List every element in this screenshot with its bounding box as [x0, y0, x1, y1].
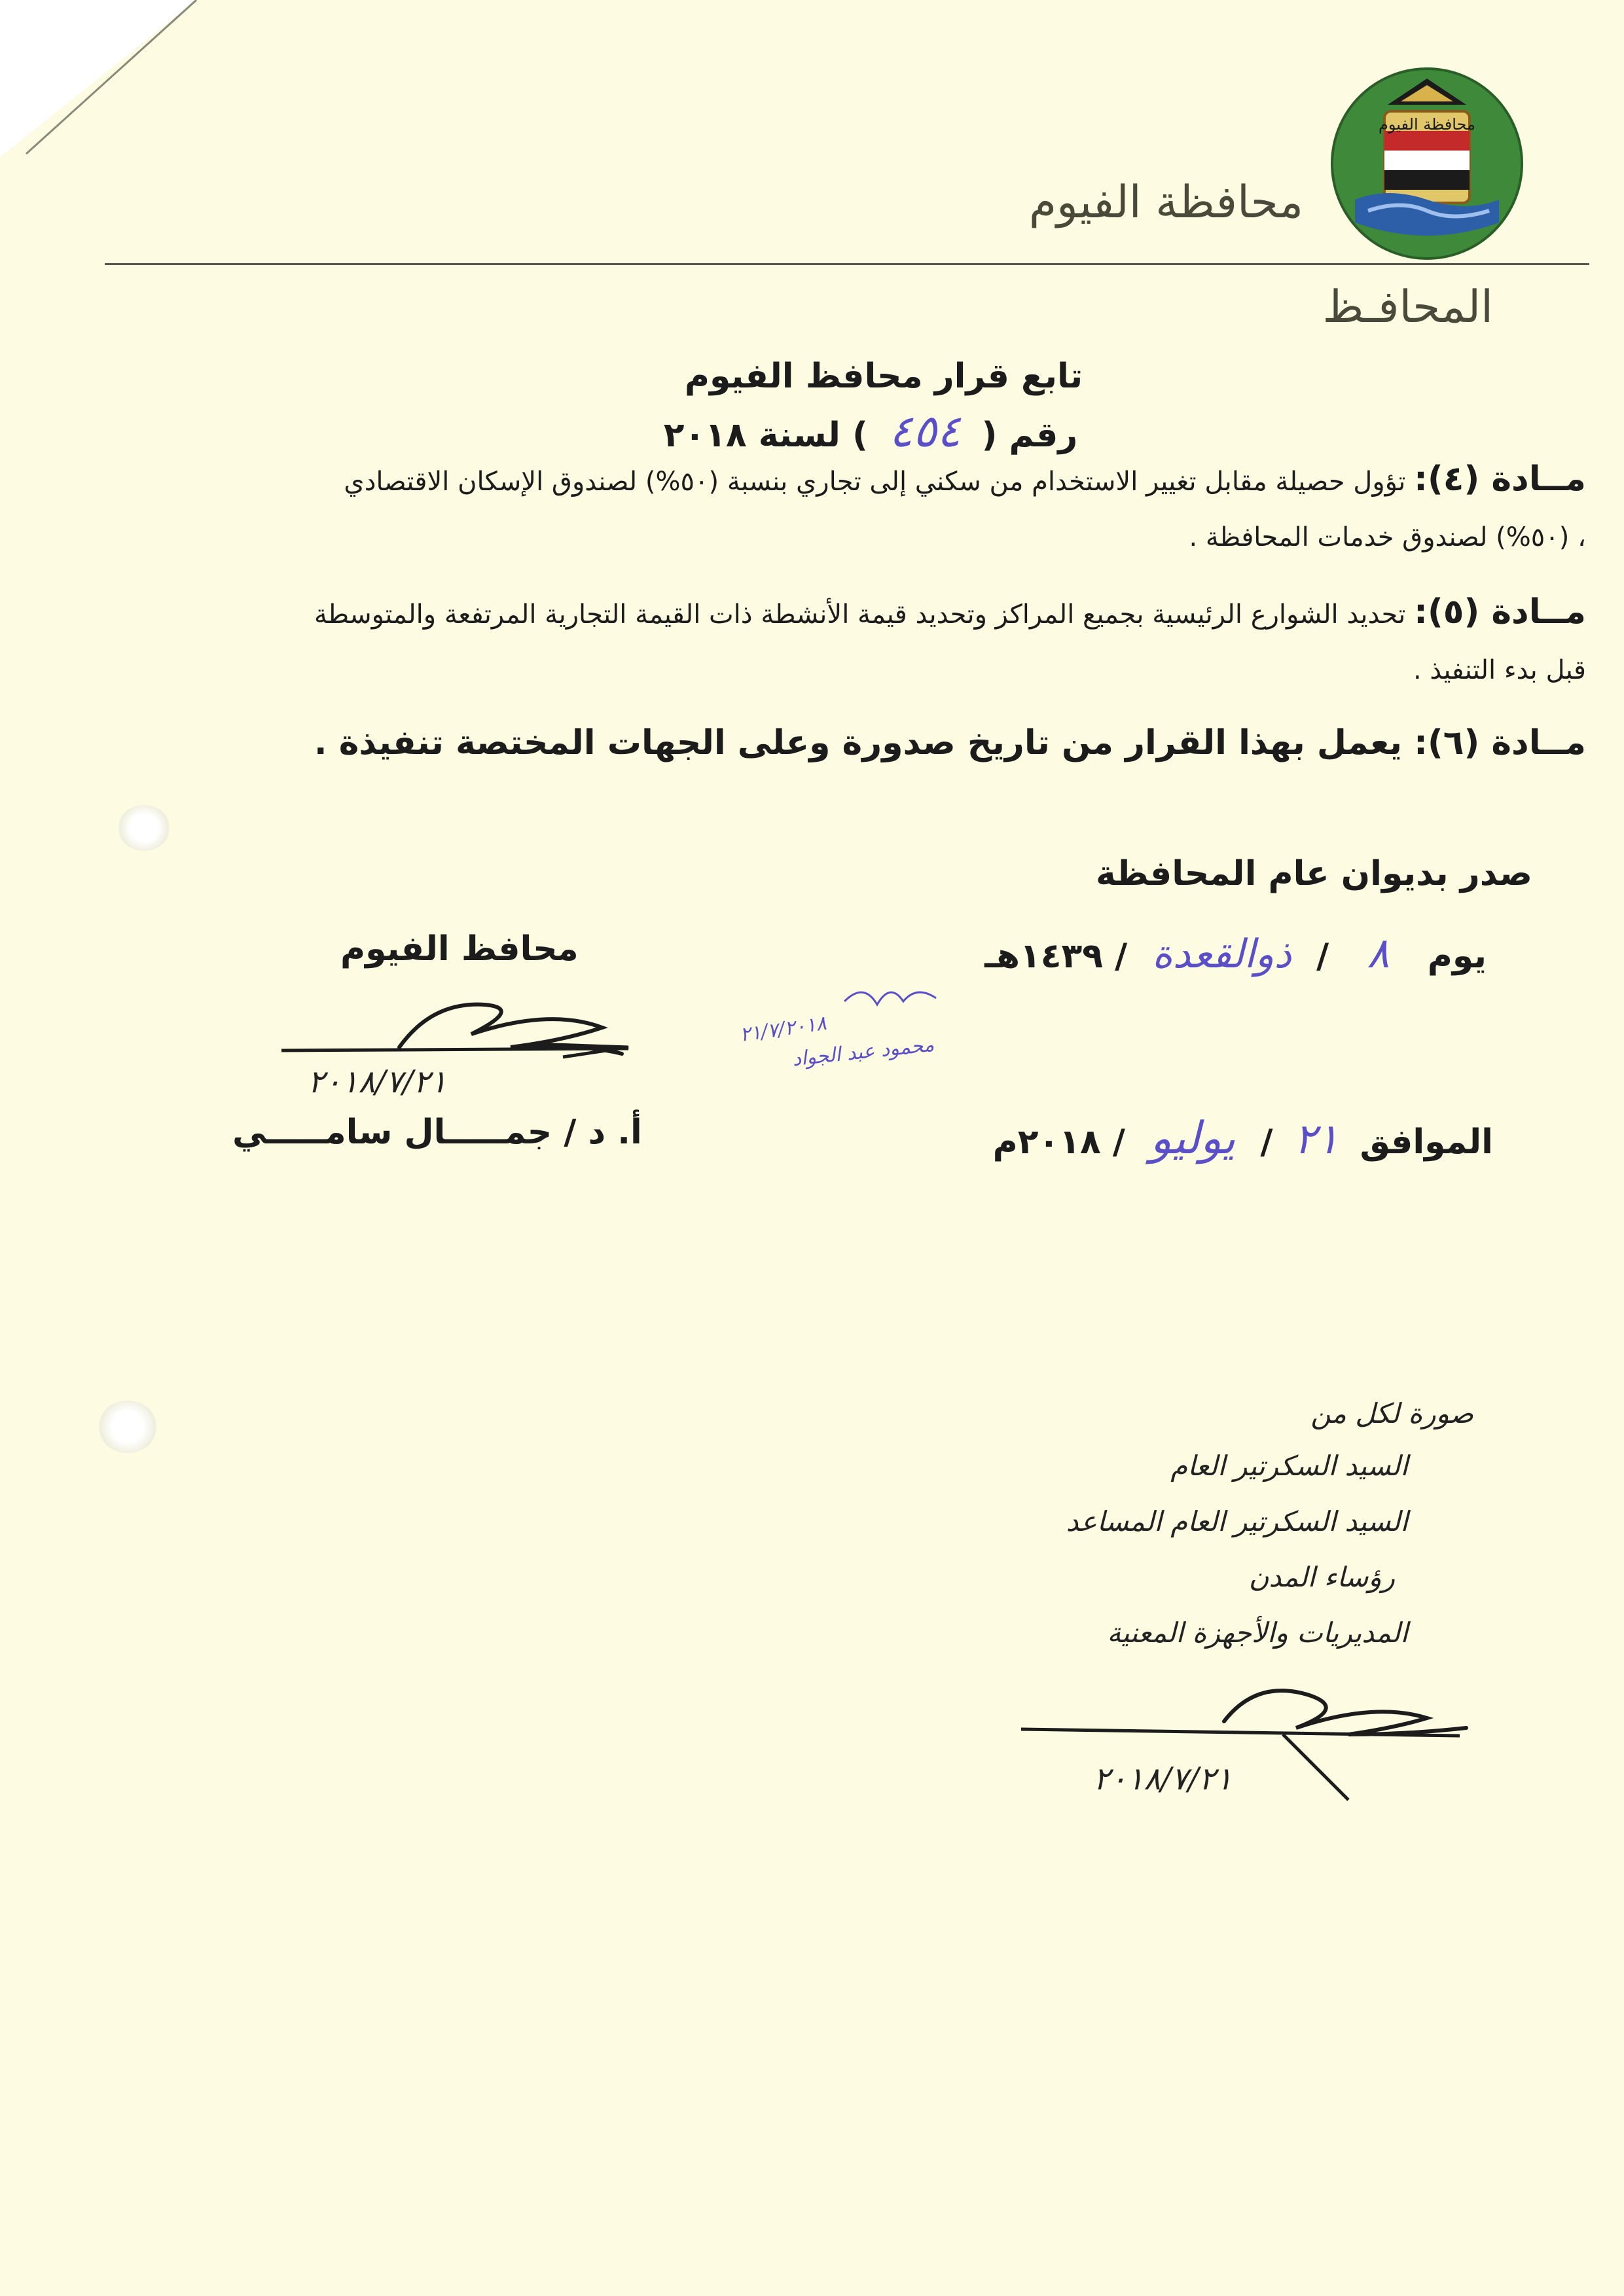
routing-title: صورة لكل من	[1310, 1397, 1473, 1429]
article-6-label: مــادة (٦):	[1414, 723, 1586, 762]
middle-note-squiggle	[838, 975, 943, 1021]
signatory-name: أ. د / جمـــــال سامـــــي	[232, 1113, 642, 1152]
article-5-line1	[146, 592, 1586, 632]
signatory-title: محافظ الفيوم	[340, 929, 579, 969]
routing-signature	[1008, 1682, 1479, 1813]
issued-at: صدر بديوان عام المحافظة	[1095, 854, 1532, 893]
fayoum-governorate-logo	[1329, 65, 1525, 262]
hijri-date-prefix: يوم	[1427, 937, 1487, 976]
hijri-day: ٨	[1367, 929, 1390, 978]
decree-number-handwritten: ٤٥٤	[888, 406, 961, 457]
article-4	[146, 459, 1586, 552]
header-divider	[105, 263, 1589, 265]
article-4-line1	[146, 459, 1586, 499]
decree-number-prefix: رقم (	[981, 416, 1078, 455]
article-5-label: مــادة (٥):	[1414, 592, 1586, 632]
governor-signature	[275, 982, 641, 1073]
gregorian-year: ٢٠١٨م	[992, 1122, 1101, 1162]
folded-corner	[0, 0, 209, 170]
punch-hole-top	[118, 805, 170, 851]
hijri-year: ١٤٣٩هـ	[984, 937, 1103, 976]
routing-date: ٢٠١٨/٧/٢١	[1093, 1761, 1233, 1797]
article-6-text: يعمل بهذا القرار من تاريخ صدورة وعلى الجهات المختصة تنفيذة .	[314, 723, 1403, 762]
punch-hole-bottom	[98, 1401, 157, 1453]
hijri-month: ذوالقعدة	[1152, 931, 1292, 977]
routing-line-4: المديريات والأجهزة المعنية	[1107, 1617, 1408, 1649]
article-5-line2: قبل بدء التنفيذ .	[1413, 655, 1586, 685]
article-6-line1	[146, 723, 1586, 762]
decree-title: تابع قرار محافظ الفيوم	[684, 357, 1083, 396]
gregorian-date-line: الموافق ٢١ / يوليو / ٢٠١٨م	[992, 1113, 1493, 1164]
gregorian-month: يوليو	[1149, 1113, 1236, 1164]
decree-number-suffix: ) لسنة ٢٠١٨	[663, 416, 868, 455]
decree-number-line	[576, 406, 1165, 457]
article-4-label: مــادة (٤):	[1414, 459, 1586, 499]
routing-line-2: السيد السكرتير العام المساعد	[1066, 1505, 1408, 1537]
gregorian-date-prefix: الموافق	[1360, 1122, 1493, 1162]
gregorian-day: ٢١	[1293, 1115, 1339, 1164]
middle-note-name: محمود عبد الجواد	[791, 1033, 935, 1071]
routing-line-3: رؤساء المدن	[1248, 1561, 1395, 1593]
article-5-text: تحديد الشوارع الرئيسية بجميع المراكز وتحديد قيمة الأنشطة ذات القيمة التجارية المرتفعة والمتوسطة	[314, 600, 1406, 630]
middle-note-date: ٢١/٧/٢٠١٨	[738, 1011, 828, 1047]
article-4-text: تؤول حصيلة مقابل تغيير الاستخدام من سكني إلى تجاري بنسبة (٥٠%) لصندوق الإسكان الاقتصادي	[344, 467, 1406, 497]
article-4-line2: ، (٥٠%) لصندوق خدمات المحافظة .	[1189, 522, 1586, 552]
hijri-date-line: يوم ٨ / ذوالقعدة / ١٤٣٩هـ	[984, 929, 1487, 978]
routing-line-1: السيد السكرتير العام	[1170, 1450, 1408, 1482]
article-6	[146, 723, 1586, 762]
article-5	[146, 592, 1586, 685]
logo-text: محافظة الفيوم	[1379, 115, 1475, 134]
governorate-name: محافظة الفيوم	[1028, 177, 1303, 228]
governor-signature-date: ٢٠١٨/٧/٢١	[308, 1064, 447, 1100]
office-title: المحافـظ	[1322, 281, 1493, 333]
